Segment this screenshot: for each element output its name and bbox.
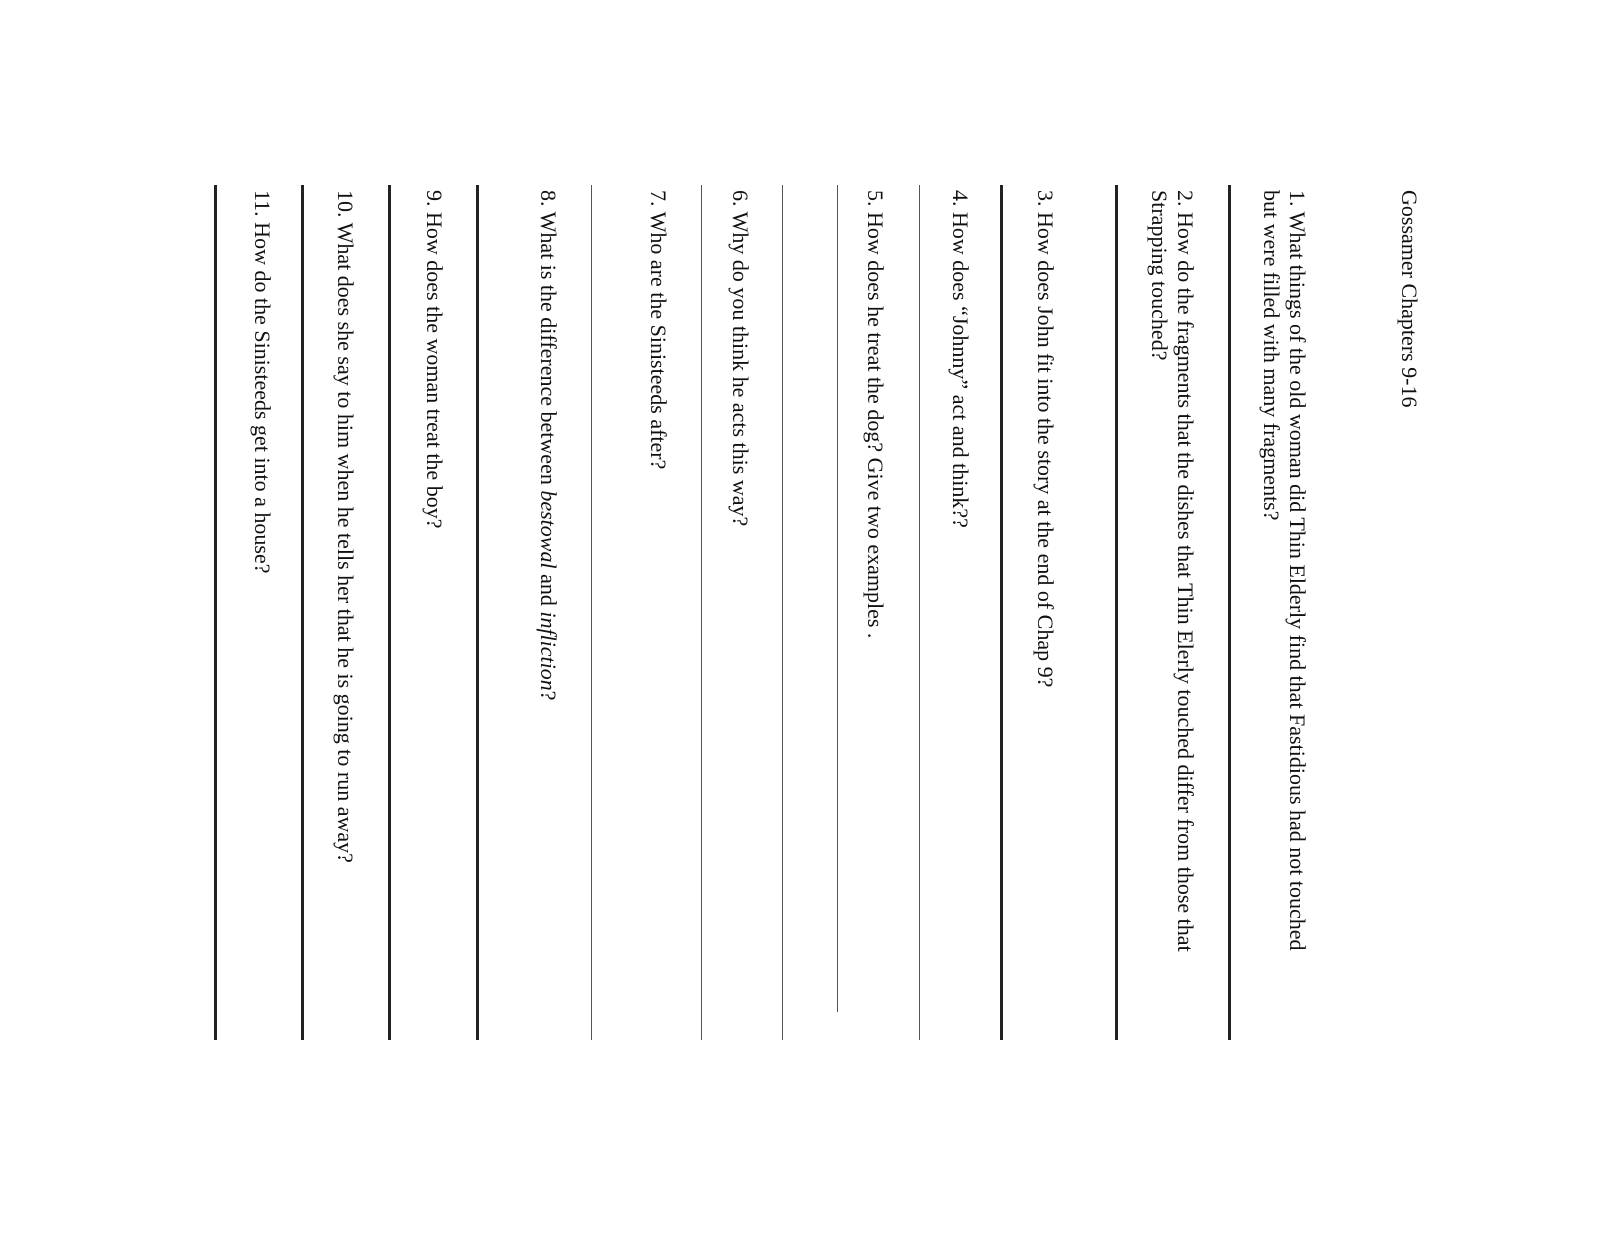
question-6: 6. Why do you think he acts this way? (728, 190, 753, 527)
question-8-text: 8. What is the difference between (536, 190, 561, 491)
question-8 (535, 190, 561, 701)
answer-line (1228, 185, 1231, 1040)
question-7: 7. Who are the Sinisteeds after? (646, 190, 671, 470)
answer-line (837, 185, 838, 1012)
answer-line (919, 185, 920, 1040)
answer-line (591, 185, 592, 1040)
question-4: 4. How does “Johnny” act and think?? (948, 190, 973, 528)
question-1-line-1: 1. What things of the old woman did Thin Elderly find that Fastidious had not touched (1285, 190, 1310, 951)
question-9: 9. How does the woman treat the boy? (422, 190, 447, 529)
answer-line (701, 185, 702, 1040)
question-3: 3. How does John fit into the story at the end of Chap 9? (1033, 190, 1058, 688)
question-2-line-2: Strapping touched? (1147, 190, 1172, 361)
question-2-line-1: 2. How do the fragments that the dishes that Thin Elerly touched differ from those that (1173, 190, 1198, 952)
question-1-line-2: but were filled with many fragments? (1259, 190, 1284, 521)
term-bestowal: bestowal (536, 490, 561, 569)
answer-line (476, 185, 479, 1040)
question-11: 11. How do the Sinisteeds get into a house? (250, 190, 275, 574)
worksheet-title: Gossamer Chapters 9-16 (1397, 190, 1422, 408)
question-5: 5. How does he treat the dog? Give two examples . (863, 190, 888, 639)
answer-line (1000, 185, 1003, 1040)
answer-line (301, 185, 304, 1040)
answer-line (1115, 185, 1118, 1040)
answer-line (214, 185, 217, 1040)
question-8-text: ? (536, 690, 561, 701)
question-8-text: and (536, 568, 561, 612)
question-10: 10. What does she say to him when he tells her that he is going to run away? (333, 190, 358, 863)
term-infliction: infliction (536, 611, 561, 691)
answer-line (782, 185, 783, 1040)
answer-line (388, 185, 391, 1040)
